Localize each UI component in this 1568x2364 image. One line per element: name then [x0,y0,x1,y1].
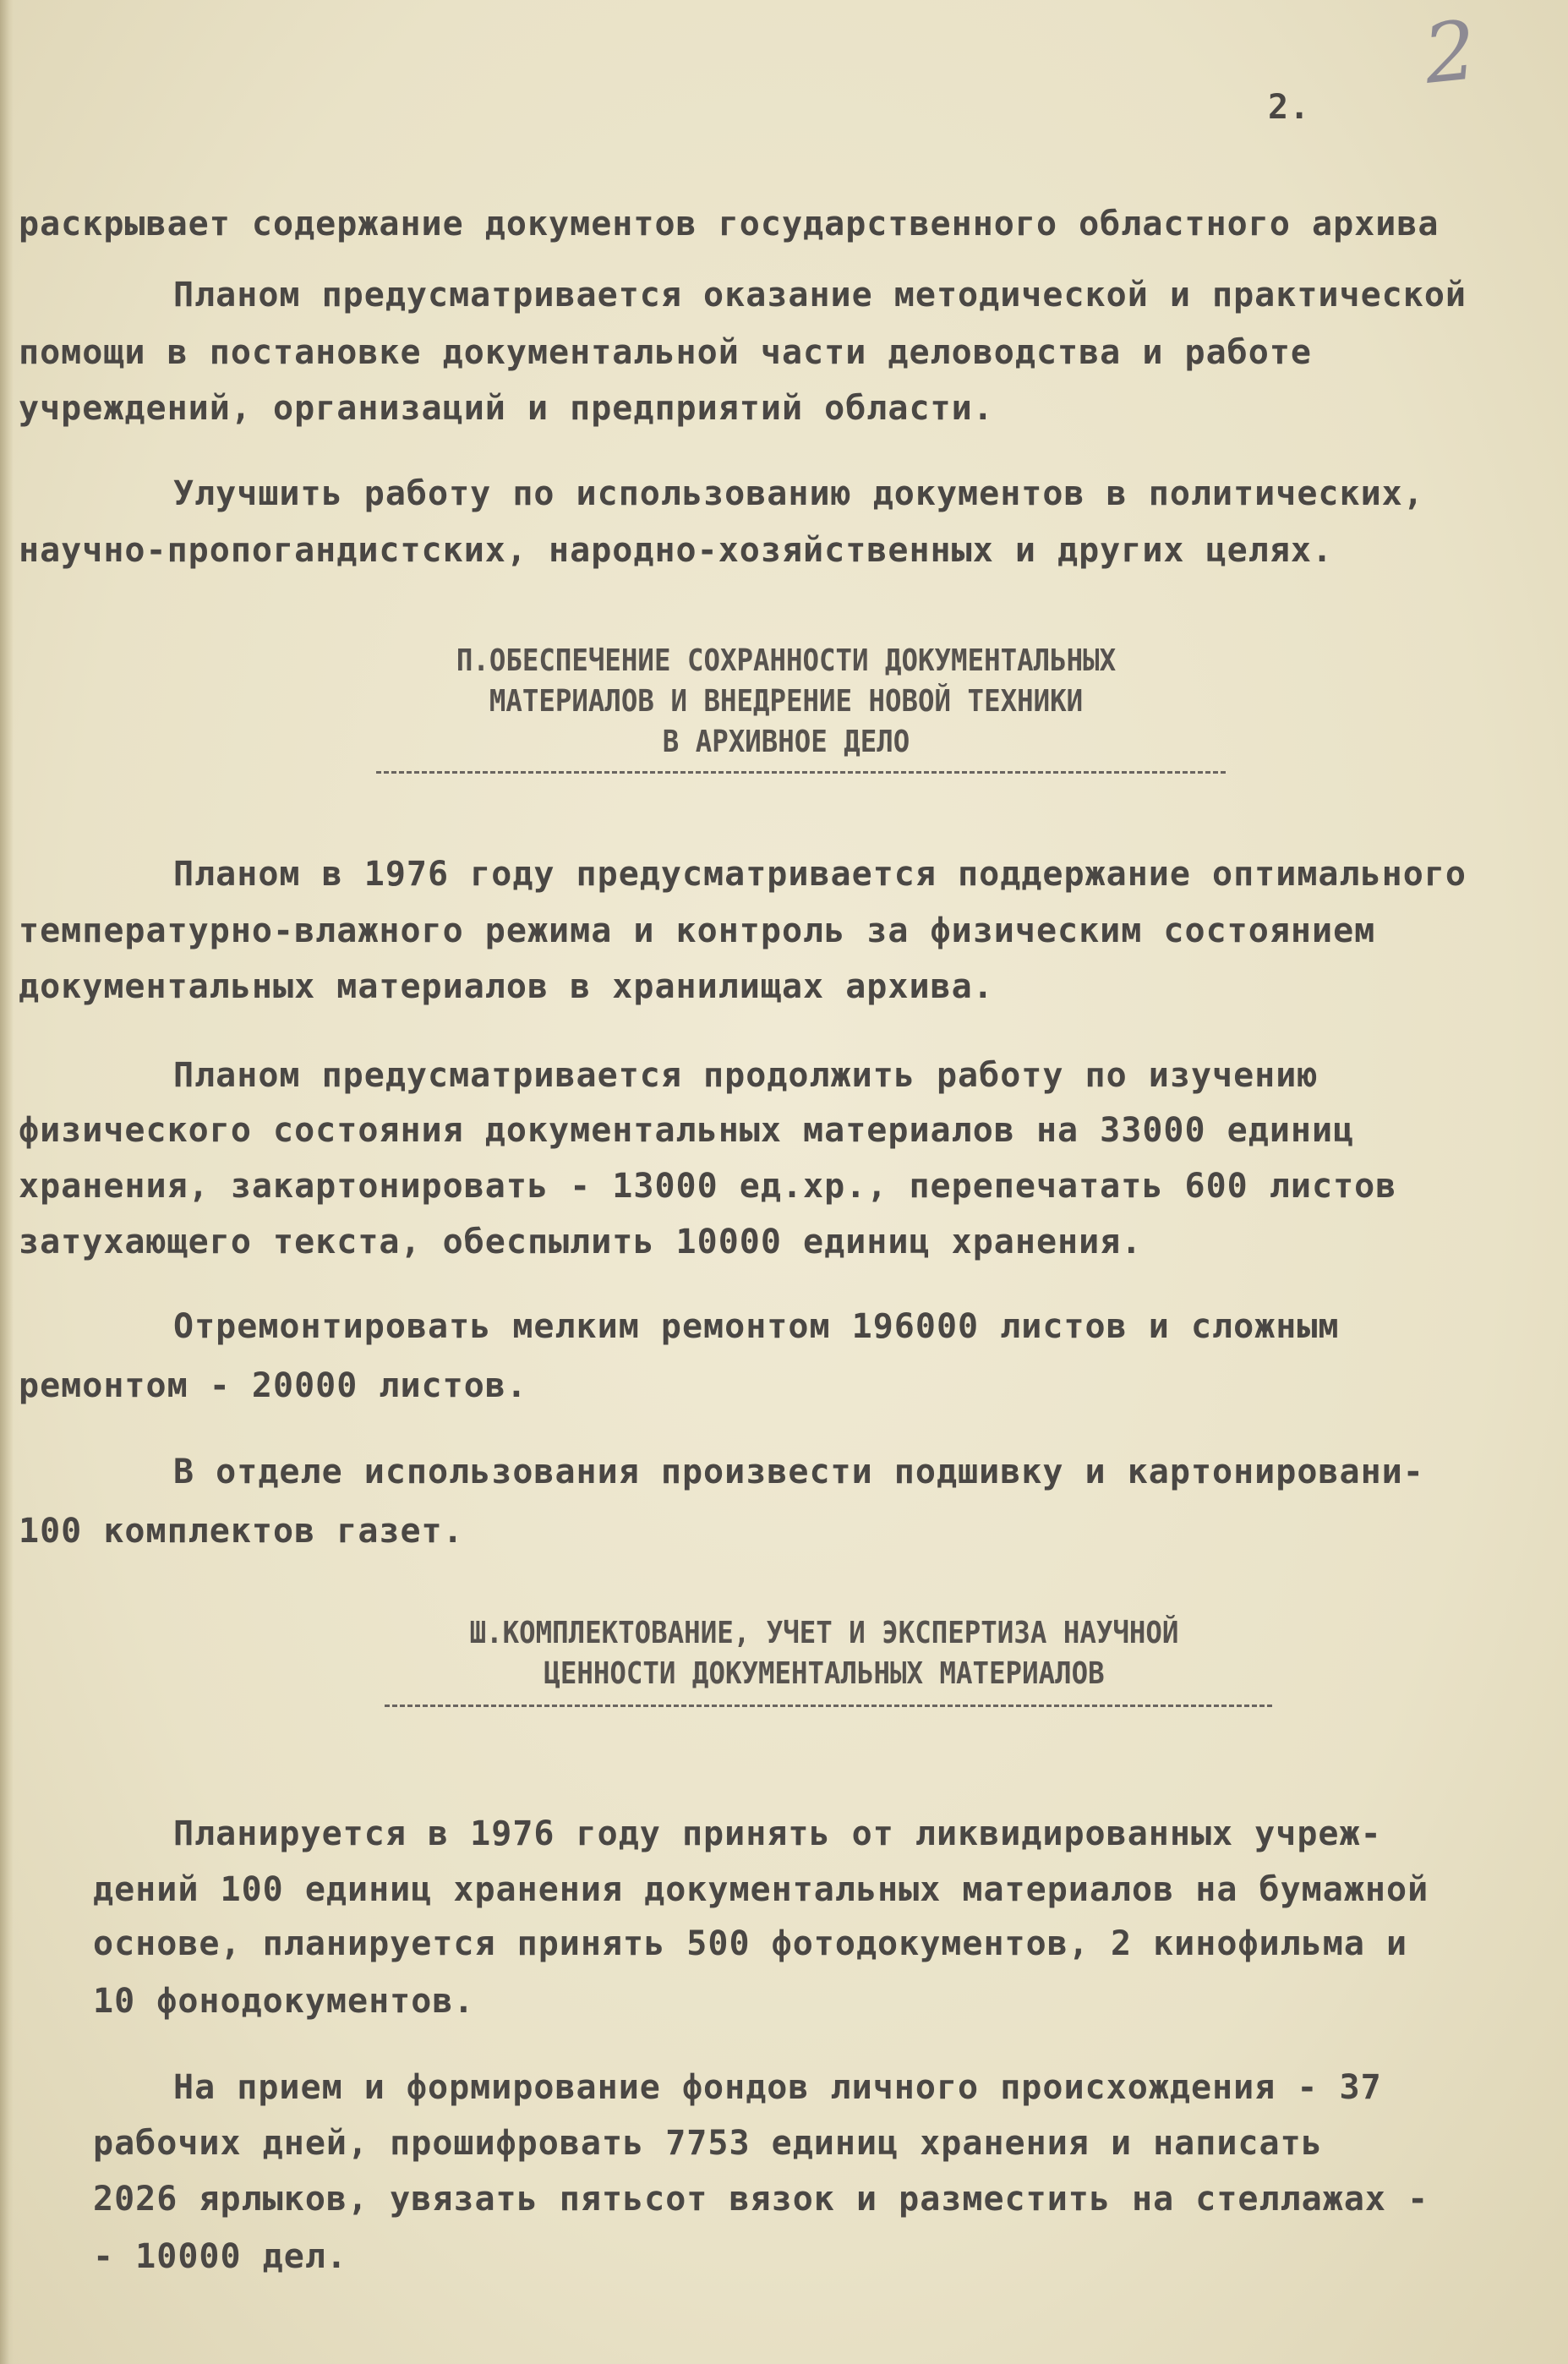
handwritten-page-number: 2 [1419,3,1481,102]
page-number: 2. [1268,88,1311,127]
section-heading-underline [376,771,1226,774]
paragraph-line: затухающего текста, обеспылить 10000 единиц хранения. [19,1223,1143,1261]
section-heading-line: В АРХИВНОЕ ДЕЛО [662,725,910,759]
paragraph-line: ремонтом - 20000 листов. [19,1366,527,1405]
section-heading-line: Ш.КОМПЛЕКТОВАНИЕ, УЧЕТ И ЭКСПЕРТИЗА НАУЧНОЙ [469,1616,1179,1650]
page-edge-shadow [0,0,14,2364]
paragraph-line: Планом предусматривается оказание методической и практической [173,276,1467,315]
paragraph-line: документальных материалов в хранилищах архива. [19,967,994,1006]
paragraph-line: раскрывает содержание документов государственного областного архива [19,205,1440,244]
paragraph-line: научно-пропогандистских, народно-хозяйственных и других целях. [19,531,1334,570]
paragraph-line: Отремонтировать мелким ремонтом 196000 листов и сложным [173,1307,1340,1346]
paragraph-line: 10 фонодокументов. [93,1982,475,2021]
paragraph-line: В отделе использования произвести подшивку и картонировани- [173,1453,1424,1491]
paragraph-line: Улучшить работу по использованию документов в политических, [173,474,1424,513]
section-heading-underline [385,1705,1272,1707]
section-heading-line: МАТЕРИАЛОВ И ВНЕДРЕНИЕ НОВОЙ ТЕХНИКИ [489,684,1084,719]
paragraph-line: учреждений, организаций и предприятий области. [19,389,994,428]
paragraph-line: хранения, закартонировать - 13000 ед.хр., перепечатать 600 листов [19,1167,1397,1206]
paragraph-line: - 10000 дел. [93,2237,347,2276]
paragraph-line: дений 100 единиц хранения документальных материалов на бумажной [93,1870,1429,1909]
paragraph-line: помощи в постановке документальной части деловодства и работе [19,333,1313,372]
paragraph-line: Планируется в 1976 году принять от ликвидированных учреж- [173,1814,1382,1853]
paragraph-line: Планом предусматривается продолжить работу по изучению [173,1056,1319,1095]
paragraph-line: рабочих дней, прошифровать 7753 единиц хранения и написать [93,2124,1323,2163]
section-heading-line: П.ОБЕСПЕЧЕНИЕ СОХРАННОСТИ ДОКУМЕНТАЛЬНЫХ [456,643,1117,678]
paragraph-line: Планом в 1976 году предусматривается поддержание оптимального [173,855,1467,894]
section-heading-line: ЦЕННОСТИ ДОКУМЕНТАЛЬНЫХ МАТЕРИАЛОВ [544,1656,1105,1691]
paragraph-line: основе, планируется принять 500 фотодокументов, 2 кинофильма и [93,1924,1408,1963]
paragraph-line: На прием и формирование фондов личного происхождения - 37 [173,2068,1382,2107]
paragraph-line: 2026 ярлыков, увязать пятьсот вязок и разместить на стеллажах - [93,2180,1429,2219]
paragraph-line: физического состояния документальных материалов на 33000 единиц [19,1111,1355,1150]
paragraph-line: 100 комплектов газет. [19,1512,464,1551]
paragraph-line: температурно-влажного режима и контроль за физическим состоянием [19,911,1376,950]
